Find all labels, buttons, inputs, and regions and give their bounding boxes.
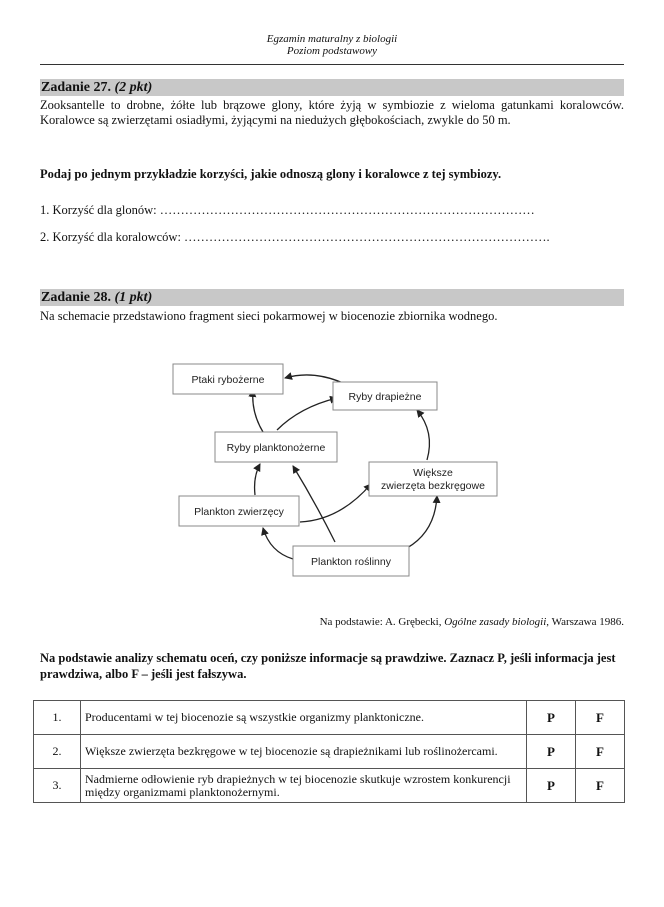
task-28-heading xyxy=(40,289,624,306)
table-row xyxy=(34,735,625,769)
arrow-plankton-zw-to-wieksze xyxy=(300,484,371,522)
node-label-ryby-drapiezne: Ryby drapieżne xyxy=(348,391,422,403)
node-plankton-zwierzecy xyxy=(179,496,299,526)
task-27-question: Podaj po jednym przykładzie korzyści, jakie odnoszą glony i koralowce z tej symbiozy. xyxy=(40,167,502,181)
task-28-intro: Na schemacie przedstawiono fragment sieci pokarmowej w biocenozie zbiornika wodnego. xyxy=(40,309,498,323)
node-ptaki-rybozerne xyxy=(173,364,283,394)
task-27-title: Zadanie 27. xyxy=(41,80,112,95)
header-exam-title: Egzamin maturalny z biologii xyxy=(266,33,398,45)
task-27-heading xyxy=(40,79,624,96)
arrow-ryby-plank-to-ptaki xyxy=(253,390,263,432)
arrow-plankton-ro-to-wieksze xyxy=(407,496,437,548)
row-number: 1. xyxy=(34,701,81,735)
answer-true-option[interactable]: P xyxy=(527,701,576,735)
node-label-ptaki: Ptaki rybożerne xyxy=(191,374,265,386)
arrow-wieksze-to-ryby-drap xyxy=(417,410,429,460)
task-27-answer-2[interactable]: 2. Korzyść dla koralowców: ……………………………………………………………………………. xyxy=(40,230,550,244)
row-statement: Producentami w tej biocenozie są wszystkie organizmy planktoniczne. xyxy=(81,701,527,735)
node-ryby-drapiezne xyxy=(333,382,437,410)
node-label-plankton-zwierzecy: Plankton zwierzęcy xyxy=(194,506,284,518)
answer-true-option[interactable]: P xyxy=(527,735,576,769)
true-false-table xyxy=(33,700,625,803)
source-prefix: Na podstawie: A. Grębecki, xyxy=(319,616,445,628)
answer-false-option[interactable]: F xyxy=(576,769,625,803)
table-row xyxy=(34,701,625,735)
task-28-question: Na podstawie analizy schematu oceń, czy poniższe informacje są prawdziwe. Zaznacz P, jeśli informacja jest prawdziwa, albo F – jeśli jest fałszywa. xyxy=(40,651,616,681)
source-suffix: , Warszawa 1986. xyxy=(546,616,624,628)
header-divider xyxy=(40,64,624,65)
row-number: 3. xyxy=(34,769,81,803)
node-label-wieksze-2: zwierzęta bezkręgowe xyxy=(381,480,485,492)
node-plankton-roslinny xyxy=(293,546,409,576)
task-27-intro: Zooksantelle to drobne, żółte lub brązowe glony, które żyją w symbiozie z wieloma gatunkami koralowców. Koralowce są zwierzętami osiadłymi, żyjącymi na niedużych głębokościach, zwykle do 50 m. xyxy=(40,98,624,127)
table-row xyxy=(34,769,625,803)
task-28-title: Zadanie 28. xyxy=(41,290,112,305)
node-ryby-planktonozerne xyxy=(215,432,337,462)
task-27-answer-1[interactable]: 1. Korzyść dla glonów: ……………………………………………………………………………… xyxy=(40,203,535,217)
answer-false-option[interactable]: F xyxy=(576,701,625,735)
node-label-ryby-planktonozerne: Ryby planktonożerne xyxy=(226,442,326,454)
answer-true-option[interactable]: P xyxy=(527,769,576,803)
row-statement: Nadmierne odłowienie ryb drapieżnych w tej biocenozie skutkuje wzrostem konkurencji między organizmami planktonożernymi. xyxy=(81,769,527,803)
arrow-plankton-ro-to-plankton-zw xyxy=(263,528,293,559)
food-web-diagram xyxy=(165,352,505,584)
node-label-plankton-roslinny: Plankton roślinny xyxy=(311,556,391,568)
arrow-plankton-zw-to-ryby-plank xyxy=(255,464,260,495)
header-level: Poziom podstawowy xyxy=(286,45,378,57)
source-title: Ogólne zasady biologii xyxy=(444,616,547,628)
node-wieksze-zwierzeta xyxy=(369,462,497,496)
arrow-ryby-plank-to-ryby-drap xyxy=(277,398,337,430)
row-statement: Większe zwierzęta bezkręgowe w tej biocenozie są drapieżnikami lub roślinożercami. xyxy=(81,735,527,769)
task-28-points: (1 pkt) xyxy=(114,290,153,305)
task-27-points: (2 pkt) xyxy=(114,80,153,95)
diagram-source xyxy=(320,616,624,628)
answer-false-option[interactable]: F xyxy=(576,735,625,769)
page-header xyxy=(40,33,624,57)
row-number: 2. xyxy=(34,735,81,769)
node-label-wieksze-1: Większe xyxy=(413,467,453,479)
